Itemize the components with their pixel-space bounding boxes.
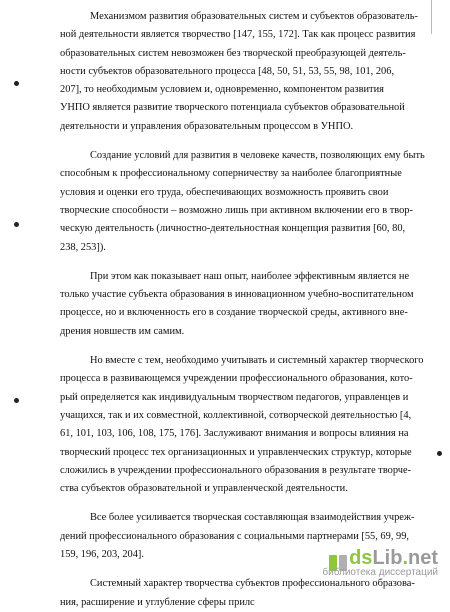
text-line: образовательных систем невозможен без творческой преобразующей деятель- — [60, 47, 406, 59]
text-line: процесса в развивающемся учреждении профессионального образования, кото- — [60, 373, 413, 385]
dslib-watermark — [323, 548, 446, 578]
text-line: ства субъектов образовательной и управленческой деятельности. — [60, 483, 348, 495]
text-line: Но вместе с тем, необходимо учитывать и системный характер творческого — [90, 355, 424, 367]
text-line: 61, 101, 103, 106, 108, 175, 176]. Заслуживают внимания и вопросы влияния на — [60, 428, 409, 440]
watermark-caption: библиотека диссертаций — [322, 567, 438, 578]
text-line: УНПО является развитие творческого потенциала субъектов образовательной — [60, 102, 405, 114]
text-line: 238, 253]). — [60, 241, 106, 253]
text-line: способным к профессиональному соперничеству за наиболее благоприятные — [60, 168, 402, 180]
text-line: ности субъектов образовательного процесса [48, 50, 51, 53, 55, 98, 101, 206, — [60, 65, 395, 77]
margin-bullet-2 — [14, 222, 19, 227]
text-line: При этом как показывает наш опыт, наиболее эффективным является не — [90, 270, 410, 282]
text-line: дрения новшеств им самим. — [60, 325, 185, 337]
watermark-dot: . — [402, 546, 408, 569]
text-line: ния, расширение и углубление сферы прилс — [60, 596, 255, 608]
watermark-lib: Lib — [372, 546, 403, 569]
text-line: дений профессионального образования с социальными партнерами [55, 69, 99, — [60, 530, 410, 542]
text-line: деятельности и управления образовательным процессом в УНПО. — [60, 120, 354, 132]
text-line: Механизмом развития образовательных систем и субъектов образователь- — [90, 11, 418, 22]
text-line: 159, 196, 203, 204]. — [60, 549, 144, 561]
text-line: сложились в учреждении профессионального образования в результате творче- — [60, 464, 412, 476]
text-line: процессе, но и включенность его в создание творческой среды, активного вне- — [60, 307, 408, 319]
text-line: учащихся, так и их совместной, коллективной, сотворческой деятельностью [4, — [60, 409, 412, 421]
text-line: 207], то необходимым условием и, одновременно, компонентом развития — [60, 84, 384, 96]
text-line: рый определяется как индивидуальным творчеством педагогов, управленцев и — [60, 391, 409, 403]
text-line: ной деятельности является творчество [147, 155, 172]. Так как процесс развития — [60, 29, 416, 41]
text-line: творческий процесс тех организационных и управленческих структур, которые — [60, 446, 412, 458]
text-line: Системный характер творчества субъектов профессионального образова- — [90, 578, 415, 590]
text-line: ческую деятельность (личностно-деятельностная концепция развития [60, 80, — [60, 223, 406, 235]
margin-bullet-1 — [14, 81, 19, 86]
margin-bullet-3 — [14, 398, 19, 403]
text-line: Все более усиливается творческая составляющая взаимодействия учреж- — [90, 512, 415, 524]
text-line: творческие способности – возможно лишь при активном включении его в твор- — [60, 204, 413, 216]
document-body — [60, 8, 442, 612]
watermark-ds: ds — [349, 546, 373, 569]
text-line: Создание условий для развития в человеке качеств, позволяющих ему быть — [90, 150, 425, 162]
watermark-net: net — [408, 546, 438, 569]
text-line: условия и оценки его труда, обеспечивающих возможность проявить свои — [60, 186, 389, 198]
text-line: только участие субъекта образования в инновационном учебно-воспитательном — [60, 289, 414, 301]
